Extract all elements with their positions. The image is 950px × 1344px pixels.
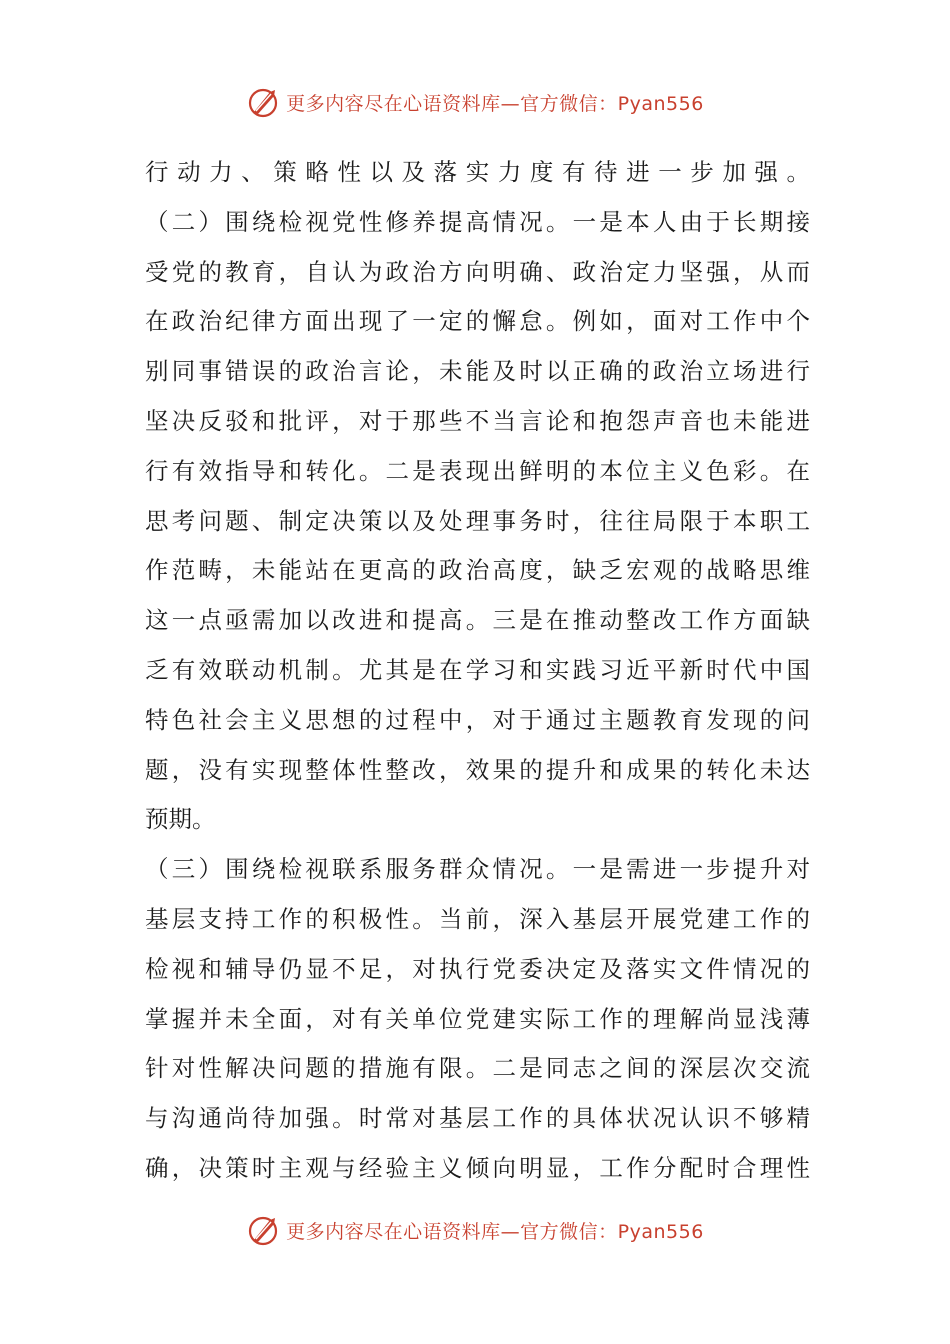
text-line: 坚决反驳和批评，对于那些不当言论和抱怨声音也未能进	[145, 406, 810, 435]
header-watermark	[0, 82, 950, 122]
text-line: 在政治纪律方面出现了一定的懈怠。例如，面对工作中个	[145, 307, 810, 336]
text-line: 题，没有实现整体性整改，效果的提升和成果的转化未达	[145, 755, 810, 784]
text-line: 特色社会主义思想的过程中，对于通过主题教育发现的问	[145, 705, 810, 734]
text-line: 确，决策时主观与经验主义倾向明显，工作分配时合理性	[145, 1153, 810, 1182]
text-line: 掌握并未全面，对有关单位党建实际工作的理解尚显浅薄	[145, 1004, 810, 1033]
text-line: 别同事错误的政治言论，未能及时以正确的政治立场进行	[145, 357, 810, 386]
text-line: 思考问题、制定决策以及处理事务时，往往局限于本职工	[145, 506, 810, 535]
text-line: 这一点亟需加以改进和提高。三是在推动整改工作方面缺	[145, 606, 810, 635]
pen-nib-logo-icon	[246, 84, 282, 120]
text-line: 基层支持工作的积极性。当前，深入基层开展党建工作的	[145, 904, 810, 933]
text-line: 预期。	[145, 805, 216, 834]
pen-nib-logo-icon	[246, 1212, 282, 1248]
watermark-text: 更多内容尽在心语资料库—官方微信：Pyan556	[286, 92, 704, 115]
text-line: （二）围绕检视党性修养提高情况。一是本人由于长期接	[145, 207, 810, 236]
text-line: 行有效指导和转化。二是表现出鲜明的本位主义色彩。在	[145, 456, 810, 485]
footer-watermark	[0, 1210, 950, 1250]
text-line: 行动力、策略性以及落实力度有待进一步加强。	[145, 158, 810, 186]
watermark-text: 更多内容尽在心语资料库—官方微信：Pyan556	[286, 1220, 704, 1243]
text-line: 检视和辅导仍显不足，对执行党委决定及落实文件情况的	[145, 954, 810, 983]
text-line: 受党的教育，自认为政治方向明确、政治定力坚强，从而	[145, 257, 810, 286]
text-line: 针对性解决问题的措施有限。二是同志之间的深层次交流	[145, 1054, 810, 1083]
text-line: 乏有效联动机制。尤其是在学习和实践习近平新时代中国	[145, 655, 810, 684]
document-body	[145, 148, 810, 1194]
text-line: 与沟通尚待加强。时常对基层工作的具体状况认识不够精	[145, 1104, 810, 1133]
text-line: 作范畴，未能站在更高的政治高度，缺乏宏观的战略思维	[145, 556, 810, 585]
text-line: （三）围绕检视联系服务群众情况。一是需进一步提升对	[145, 855, 810, 884]
